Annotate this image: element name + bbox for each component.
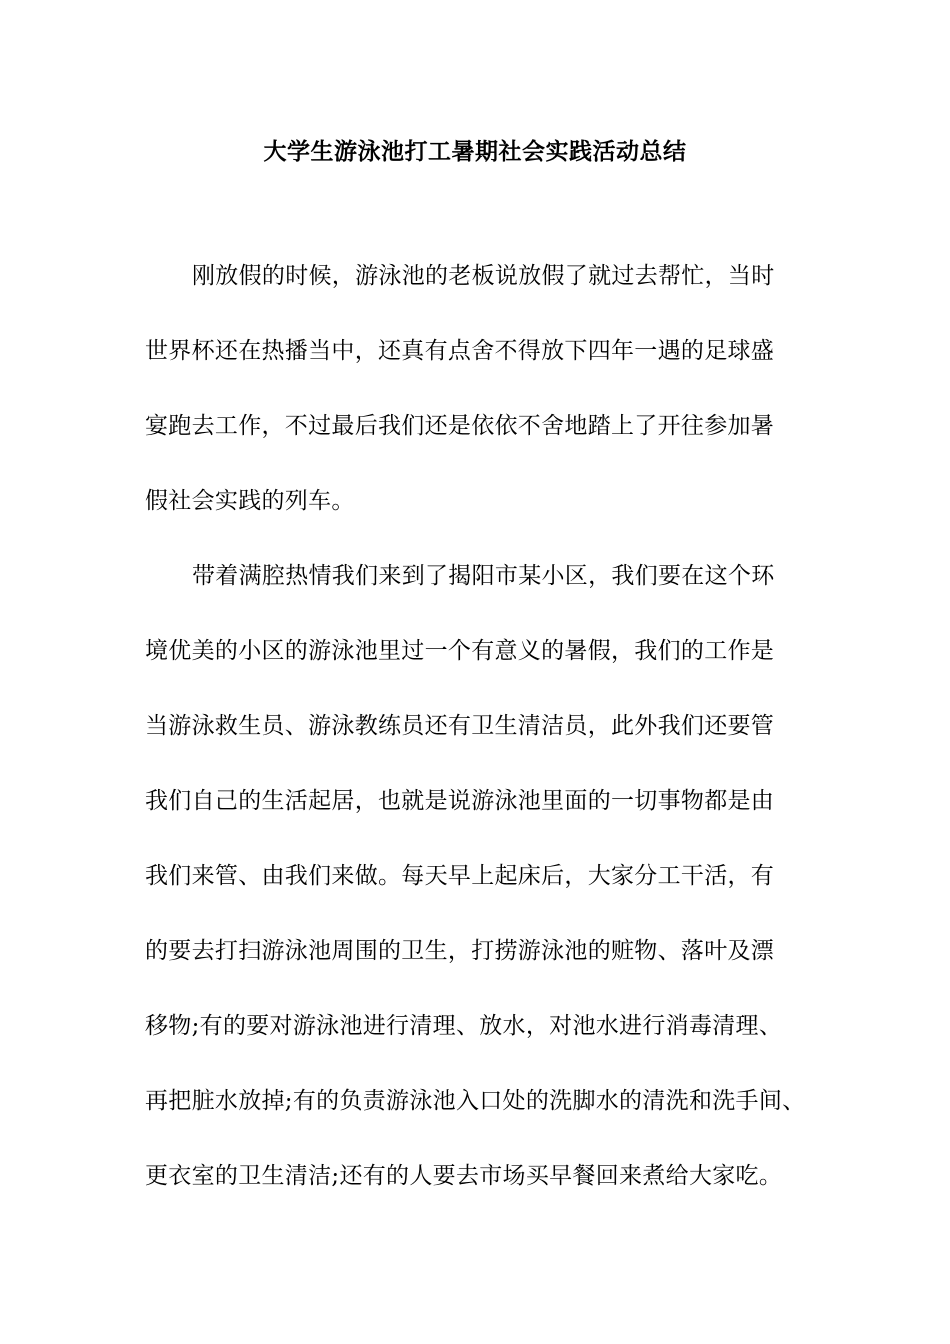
paragraph-2-line-6: 的要去打扫游泳池周围的卫生，打捞游泳池的赃物、落叶及漂 [145,938,775,964]
paragraph-1-line-3: 宴跑去工作，不过最后我们还是依依不舍地踏上了开往参加暑 [145,413,775,439]
paragraph-1-line-4: 假社会实践的列车。 [145,488,355,514]
paragraph-2-line-1: 带着满腔热情我们来到了揭阳市某小区，我们要在这个环 [192,563,775,589]
document-title: 大学生游泳池打工暑期社会实践活动总结 [263,138,687,165]
paragraph-1-line-2: 世界杯还在热播当中，还真有点舍不得放下四年一遇的足球盛 [145,338,775,364]
paragraph-2-line-4: 我们自己的生活起居，也就是说游泳池里面的一切事物都是由 [145,788,775,814]
paragraph-2-line-7: 移物;有的要对游泳池进行清理、放水，对池水进行消毒清理、 [145,1013,783,1039]
paragraph-2-line-8: 再把脏水放掉;有的负责游泳池入口处的洗脚水的清洗和洗手间、 [145,1088,806,1114]
paragraph-2-line-2: 境优美的小区的游泳池里过一个有意义的暑假，我们的工作是 [145,638,775,664]
paragraph-2-line-5: 我们来管、由我们来做。每天早上起床后，大家分工干活，有 [145,863,775,889]
paragraph-2-line-9: 更衣室的卫生清洁;还有的人要去市场买早餐回来煮给大家吃。 [145,1163,783,1189]
paragraph-1-line-1: 刚放假的时候，游泳池的老板说放假了就过去帮忙，当时 [192,263,775,289]
paragraph-2-line-3: 当游泳救生员、游泳教练员还有卫生清洁员，此外我们还要管 [145,713,775,739]
